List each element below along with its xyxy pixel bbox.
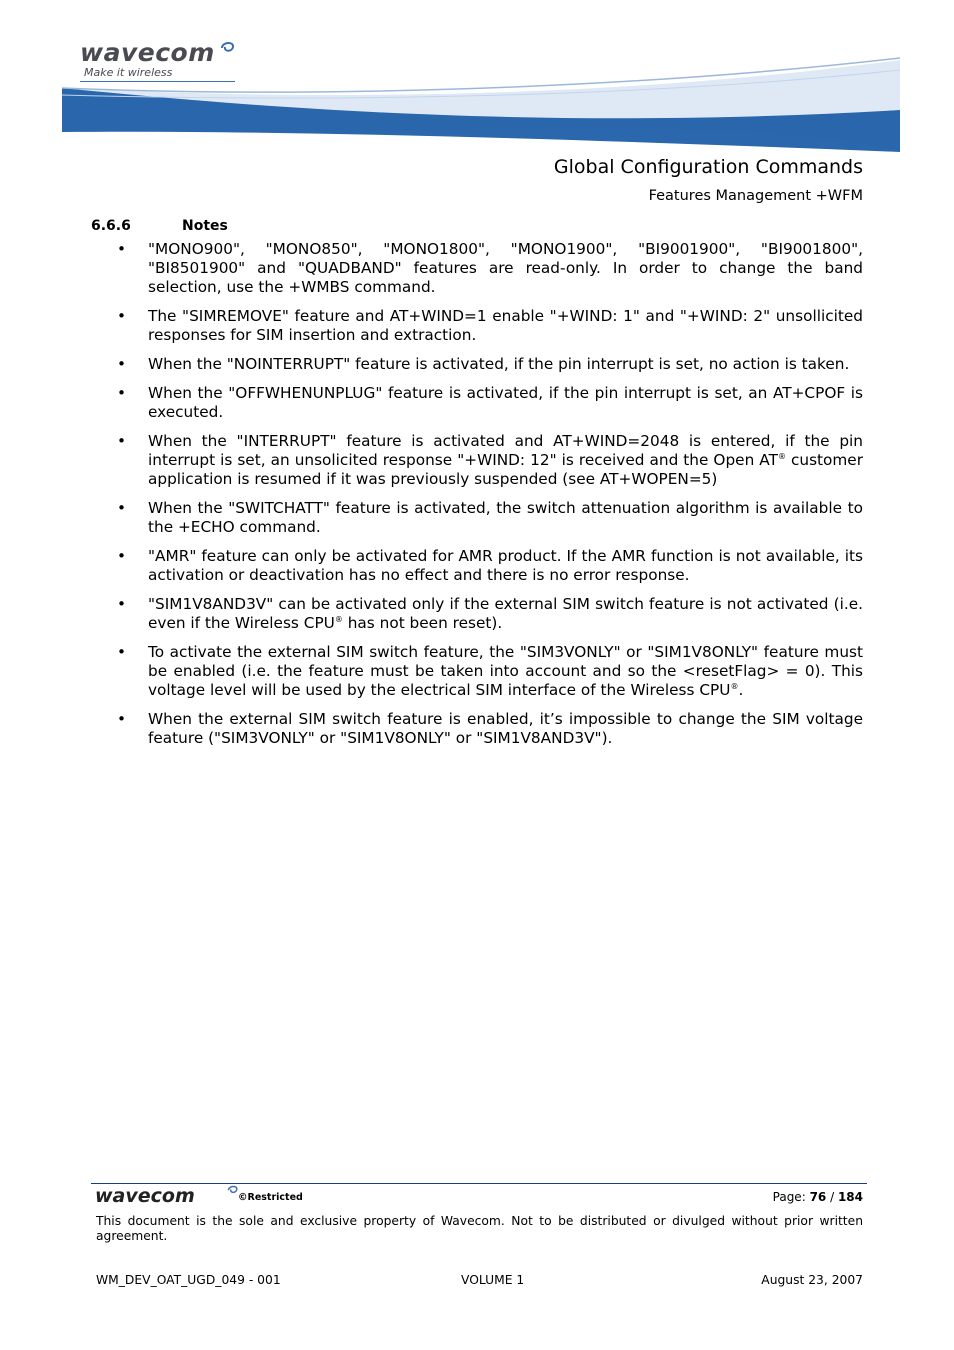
wavecom-logo: wavecom xyxy=(80,38,215,67)
restricted-label: ©Restricted xyxy=(238,1192,303,1203)
logo-tagline: Make it wireless xyxy=(84,66,173,79)
confidentiality-notice: This document is the sole and exclusive property of Wavecom. Not to be distributed or divulged without prior written agreement. xyxy=(96,1214,863,1243)
note-text: When the "INTERRUPT" feature is activated and AT+WIND=2048 is entered, if the pin interrupt is set, an unsolicited response "+WIND: 12" is received and the Open AT® customer application is resumed if it was previously suspended (see AT+WOPEN=5) xyxy=(148,432,863,488)
note-text: When the "OFFWHENUNPLUG" feature is activated, if the pin interrupt is set, an AT+CPOF is executed. xyxy=(148,384,863,421)
note-item xyxy=(91,710,863,748)
note-text: When the external SIM switch feature is enabled, it’s impossible to change the SIM voltage feature ("SIM3VONLY" or "SIM1V8ONLY" or "SIM1V8AND3V"). xyxy=(148,710,863,747)
footer-wavecom-logo: wavecom xyxy=(95,1185,195,1207)
bullet-icon: • xyxy=(117,240,127,258)
page-indicator xyxy=(773,1190,863,1204)
page-current: 76 xyxy=(809,1190,827,1204)
note-item xyxy=(91,499,863,537)
note-text: When the "SWITCHATT" feature is activated, the switch attenuation algorithm is available to the +ECHO command. xyxy=(148,499,863,536)
page-total: 184 xyxy=(837,1190,863,1204)
notes-list xyxy=(91,240,863,758)
note-item xyxy=(91,643,863,700)
note-text: "SIM1V8AND3V" can be activated only if the external SIM switch feature is not activated (i.e. even if the Wireless CPU® has not been reset). xyxy=(148,595,863,632)
bullet-icon: • xyxy=(117,643,127,661)
registered-mark: ® xyxy=(777,451,786,461)
header-swoosh-banner xyxy=(0,40,954,160)
chapter-title: Global Configuration Commands xyxy=(553,156,863,178)
section-title: Features Management +WFM xyxy=(648,188,863,204)
note-item xyxy=(91,307,863,345)
section-heading: Notes xyxy=(182,218,228,234)
bullet-icon: • xyxy=(117,384,127,402)
bullet-icon: • xyxy=(117,355,127,373)
note-item xyxy=(91,355,863,374)
note-item xyxy=(91,384,863,422)
note-item xyxy=(91,595,863,633)
bullet-icon: • xyxy=(117,499,127,517)
footer-divider xyxy=(91,1183,867,1184)
page-separator: / xyxy=(826,1190,838,1204)
document-date: August 23, 2007 xyxy=(761,1273,863,1287)
bullet-icon: • xyxy=(117,595,127,613)
section-number: 6.6.6 xyxy=(91,218,131,234)
bullet-icon: • xyxy=(117,432,127,450)
document-id: WM_DEV_OAT_UGD_049 - 001 xyxy=(96,1273,281,1287)
note-item xyxy=(91,240,863,297)
registered-mark: ® xyxy=(334,614,343,624)
volume-label: VOLUME 1 xyxy=(461,1273,525,1287)
note-item xyxy=(91,432,863,489)
page-label: Page: xyxy=(772,1190,810,1204)
note-text: "MONO900", "MONO850", "MONO1800", "MONO1900", "BI9001900", "BI9001800", "BI8501900" and "QUADBAND" features are read-only. In order to change the band selection, use the +WMBS command. xyxy=(148,240,863,296)
bullet-icon: • xyxy=(117,710,127,728)
note-text: When the "NOINTERRUPT" feature is activated, if the pin interrupt is set, no action is taken. xyxy=(148,355,850,373)
bullet-icon: • xyxy=(117,547,127,565)
note-text: To activate the external SIM switch feature, the "SIM3VONLY" or "SIM1V8ONLY" feature must be enabled (i.e. the feature must be taken into account and so the <resetFlag> = 0). This voltage level will be used by the electrical SIM interface of the Wireless CPU®. xyxy=(148,643,863,699)
note-text: The "SIMREMOVE" feature and AT+WIND=1 enable "+WIND: 1" and "+WIND: 2" unsollicited responses for SIM insertion and extraction. xyxy=(148,307,863,344)
bullet-icon: • xyxy=(117,307,127,325)
registered-mark: ® xyxy=(730,681,739,691)
note-text: "AMR" feature can only be activated for AMR product. If the AMR function is not available, its activation or deactivation has no effect and there is no error response. xyxy=(148,547,863,584)
note-item xyxy=(91,547,863,585)
